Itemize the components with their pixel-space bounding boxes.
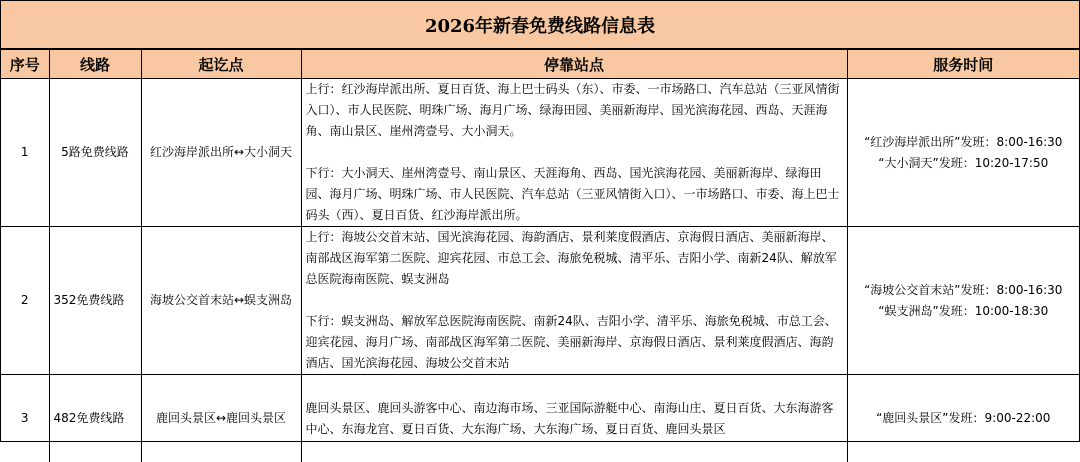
table-row: [1, 79, 1079, 227]
row-line: 482免费线路: [49, 375, 141, 462]
service-time: “鹿回头景区”发班：9:00-22:00: [848, 408, 1080, 429]
table-row: [1, 227, 1079, 375]
table-title: 2026年新春免费线路信息表: [425, 12, 655, 38]
row-index: 1: [1, 79, 49, 227]
row-service: [847, 227, 1079, 375]
header-index: 序号: [1, 50, 49, 79]
header-stops: 停靠站点: [301, 50, 847, 79]
row-stops: [301, 79, 847, 227]
row-index: 2: [1, 227, 49, 375]
service-time: “红沙海岸派出所”发班：8:00-16:30: [848, 132, 1080, 153]
row-stops: [301, 375, 847, 462]
table-row: [1, 375, 1079, 462]
row-stops: [301, 227, 847, 375]
stops-list: 鹿回头景区、鹿回头游客中心、南边海市场、三亚国际游艇中心、南海山庄、夏日百货、大东海游客中心、东海龙宫、夏日百货、大东海广场、大东海广场、夏日百货、鹿回头景区: [306, 398, 843, 440]
row-line: 5路免费线路: [49, 79, 141, 227]
stops-downbound: 下行：大小洞天、崖州湾壹号、南山景区、天涯海角、西岛、国光滨海花园、美丽新海岸、绿海田园、海月广场、明珠广场、市人民医院、汽车总站（三亚风情街入口）、一市场路口、市委、海上巴士码头（西）、夏日百货、红沙海岸派出所。: [306, 163, 843, 226]
stops-downbound: 下行：蜈支洲岛、解放军总医院海南医院、南新24队、吉阳小学、清平乐、海旅免税城、市总工会、迎宾花园、海月广场、南部战区海军第二医院、美丽新海岸、京海假日酒店、景利莱度假酒店、海韵酒店、国光滨海花园、海坡公交首末站: [306, 311, 843, 374]
service-time: “蜈支洲岛”发班：10:00-18:30: [848, 301, 1080, 322]
header-endpoints: 起讫点: [141, 50, 301, 79]
route-table: [1, 49, 1079, 462]
row-endpoints: 鹿回头景区↔鹿回头景区: [141, 375, 301, 462]
header-service: 服务时间: [847, 50, 1079, 79]
row-index: 3: [1, 375, 49, 462]
header-row: [1, 50, 1079, 79]
row-endpoints: 海坡公交首末站↔蜈支洲岛: [141, 227, 301, 375]
service-time: “海坡公交首末站”发班：8:00-16:30: [848, 280, 1080, 301]
stops-upbound: 上行：红沙海岸派出所、夏日百货、海上巴士码头（东）、市委、一市场路口、汽车总站（三亚风情街入口）、市人民医院、明珠广场、海月广场、绿海田园、美丽新海岸、国光滨海花园、西岛、天涯海角、南山景区、崖州湾壹号、大小洞天。: [306, 79, 843, 142]
row-service: [847, 375, 1079, 462]
row-endpoints: 红沙海岸派出所↔大小洞天: [141, 79, 301, 227]
stops-upbound: 上行：海坡公交首末站、国光滨海花园、海韵酒店、景利莱度假酒店、京海假日酒店、美丽新海岸、南部战区海军第二医院、迎宾花园、市总工会、海旅免税城、清平乐、吉阳小学、南新24队、解放军总医院海南医院、蜈支洲岛: [306, 227, 843, 290]
header-line: 线路: [49, 50, 141, 79]
title-bar: [1, 1, 1079, 49]
row-service: [847, 79, 1079, 227]
service-time: “大小洞天”发班：10:20-17:50: [848, 153, 1080, 174]
row-line: 352免费线路: [49, 227, 141, 375]
